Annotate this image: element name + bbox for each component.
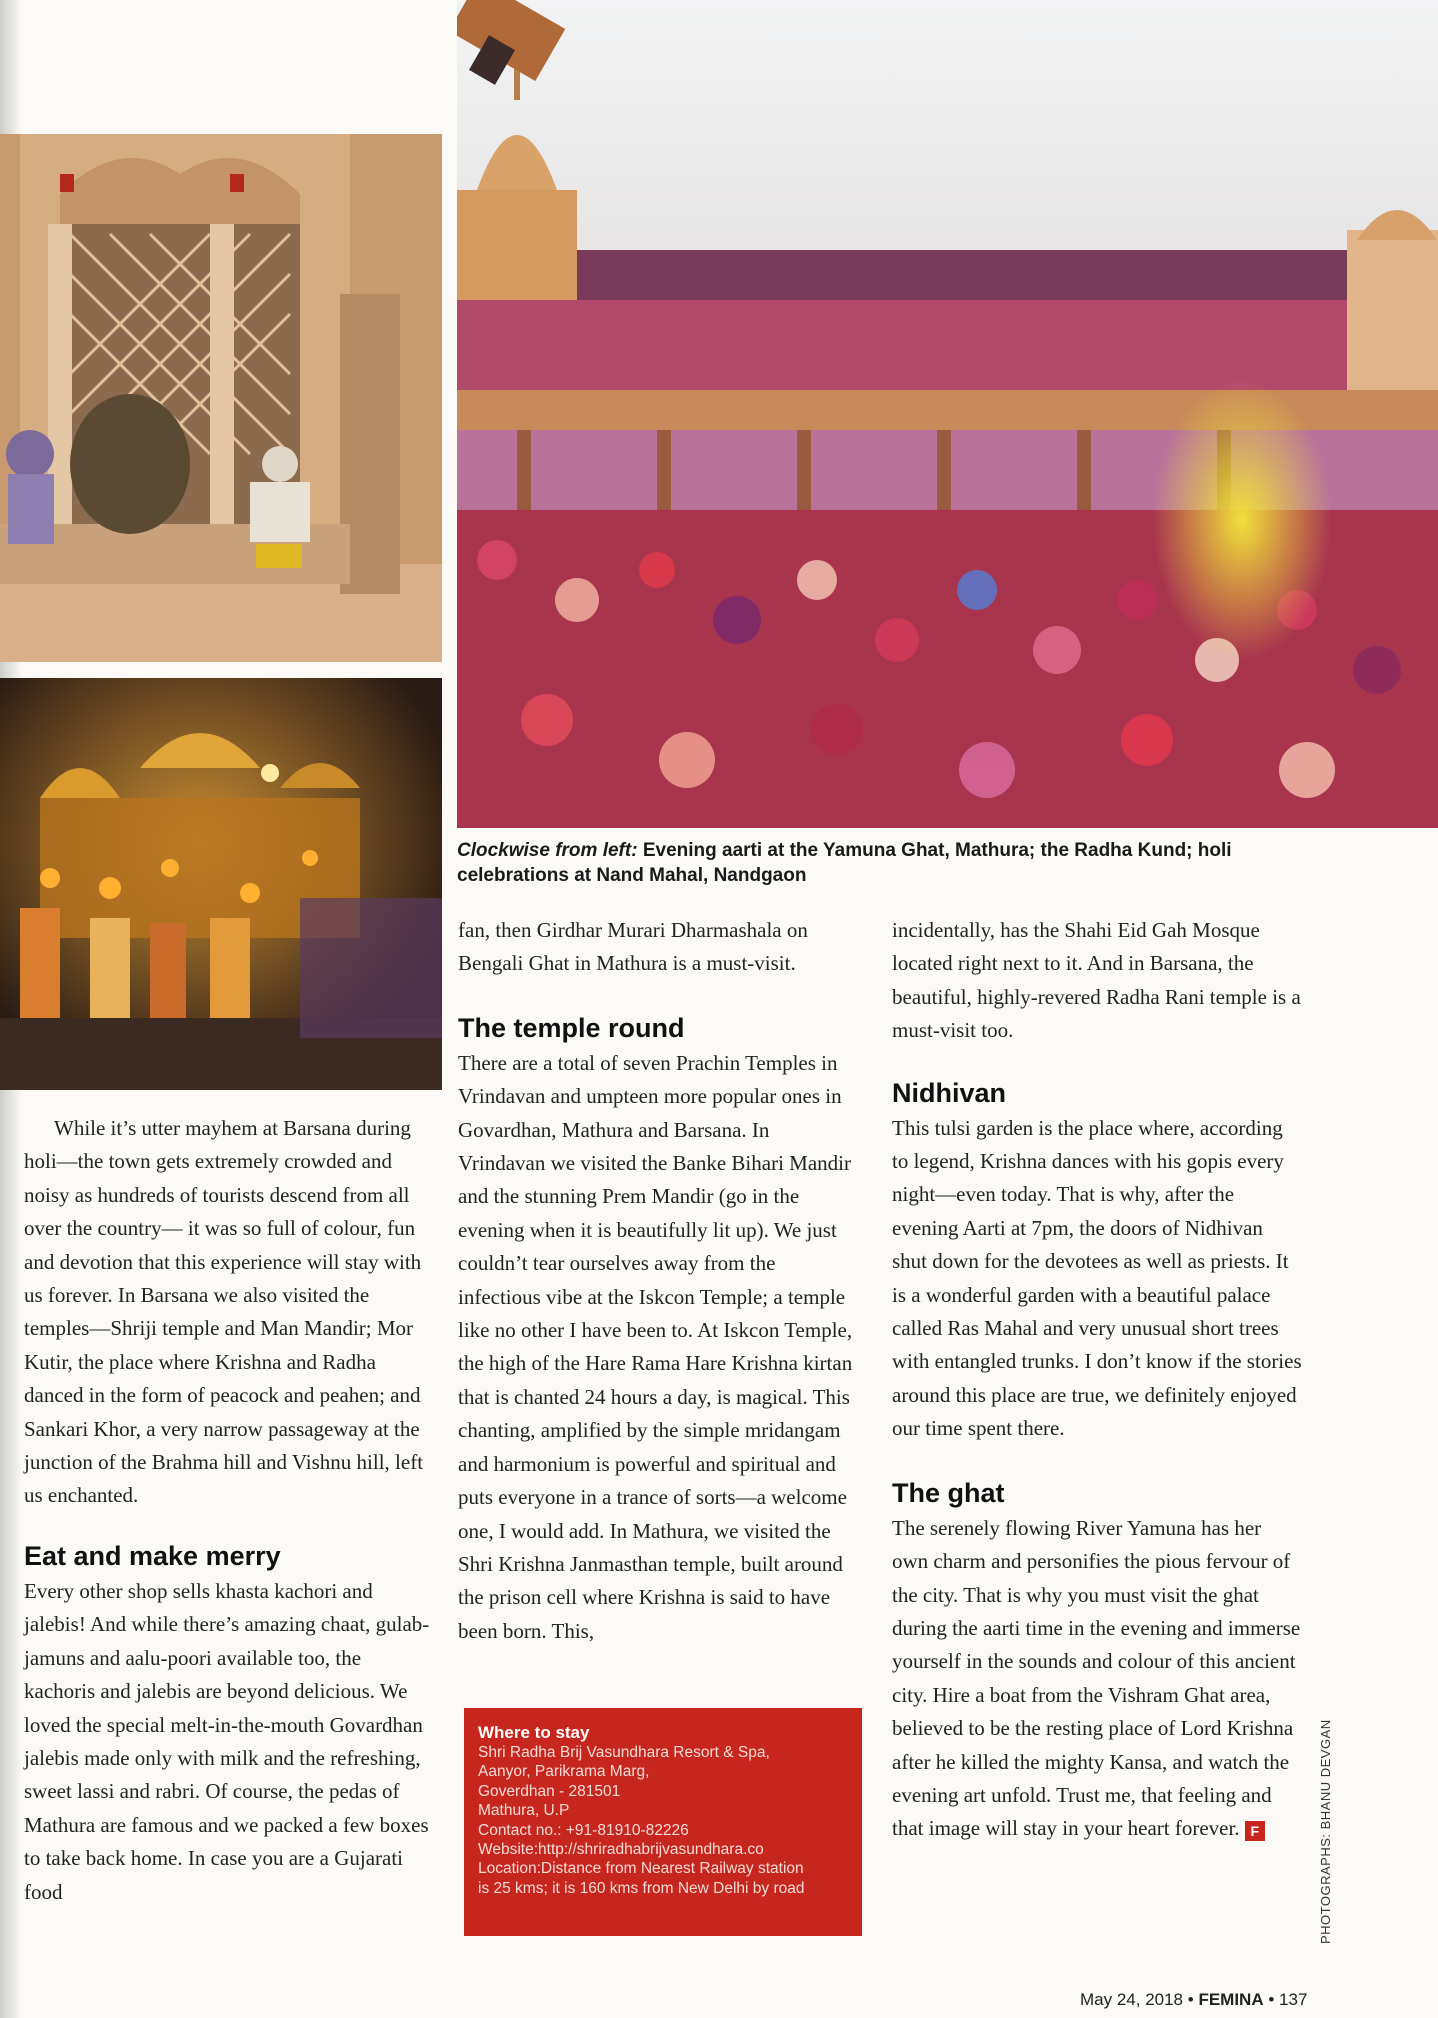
page-footer — [1080, 1990, 1307, 2010]
heading-temple-round: The temple round — [458, 1012, 685, 1043]
photo-yamuna-ghat-aarti — [0, 678, 442, 1090]
box-line: Website:http://shriradhabrijvasundhara.co — [478, 1841, 764, 1859]
caption-text: Evening aarti at the Yamuna Ghat, Mathura; the Radha Kund; holi celebrations at Nand Mahal, Nandgaon — [457, 840, 1232, 886]
femina-end-mark-icon: F — [1245, 1821, 1265, 1841]
where-to-stay-box — [464, 1708, 862, 1936]
ghat-paragraph-text: The serenely flowing River Yamuna has her own charm and personifies the pious fervour of the city. That is why you must visit the ghat during the aarti time in the evening and immerse yourself in the sounds and colour of this ancient city. Hire a boat from the Vishram Ghat area, believed to be the resting place of Lord Krishna after he killed the mighty Kansa, and watch the evening art unfold. Trust me, that feeling and that image will stay in your heart forever. — [892, 1515, 1301, 1841]
box-title: Where to stay — [478, 1723, 590, 1742]
photo-caption — [457, 838, 1237, 888]
box-line: Shri Radha Brij Vasundhara Resort & Spa, — [478, 1744, 770, 1761]
continued-paragraph-2: incidentally, has the Shahi Eid Gah Mosque located right next to it. And in Barsana, the beautiful, highly-revered Radha Rani temple is a must-visit too. — [892, 918, 1301, 1043]
footer-separator: • — [1268, 1990, 1275, 2009]
box-line: is 25 kms; it is 160 kms from New Delhi by road — [478, 1879, 805, 1897]
article-column-1 — [24, 1112, 432, 1909]
nidhivan-paragraph: This tulsi garden is the place where, according to legend, Krishna dances with his gopis every night—even today. That is why, after the evening Aarti at 7pm, the doors of Nidhivan shut down for the devotees as well as priests. It is a wonderful garden with a beautiful palace called Ras Mahal and very unusual short trees with entangled trunks. I don’t know if the stories around this place are true, we definitely enjoyed our time spent there. — [892, 1115, 1302, 1441]
continued-paragraph: fan, then Girdhar Murari Dharmashala on Bengali Ghat in Mathura is a must-visit. — [458, 918, 808, 976]
caption-lead: Clockwise from left: — [457, 840, 638, 861]
intro-paragraph: While it’s utter mayhem at Barsana during holi—the town gets extremely crowded and noisy as hundreds of tourists descend from all over the country— it was so full of colour, fun and devotion that this experience will stay with us forever. In Barsana we also visited the temples—Shriji temple and Man Mandir; Mor Kutir, the place where Krishna and Radha danced in the form of peacock and peahen; and Sankari Khor, a very narrow passageway at the junction of the Brahma hill and Vishnu hill, left us enchanted. — [24, 1116, 424, 1508]
magazine-name: FEMINA — [1198, 1990, 1264, 2009]
photo-holi-nand-mahal — [457, 0, 1438, 828]
heading-eat-and-make-merry: Eat and make merry — [24, 1540, 281, 1571]
article-column-3 — [892, 914, 1302, 1846]
heading-nidhivan: Nidhivan — [892, 1077, 1007, 1108]
footer-separator: • — [1187, 1990, 1194, 2009]
eat-paragraph: Every other shop sells khasta kachori and jalebis! And while there’s amazing chaat, gulab-jamuns and aalu-poori available too, the kachoris and jalebis are beyond delicious. We loved the special melt-in-the-mouth Govardhan jalebis made only with milk and the refreshing, sweet lassi and rabri. Of course, the pedas of Mathura are famous and we packed a few boxes to take back home. In case you are a Gujarati food — [24, 1578, 430, 1904]
page-number: 137 — [1279, 1990, 1308, 2009]
article-column-2 — [458, 914, 858, 1648]
photo-radha-kund — [0, 134, 442, 662]
box-line: Aanyor, Parikrama Marg, — [478, 1763, 650, 1781]
ghat-paragraph — [892, 1512, 1302, 1846]
box-line: Location:Distance from Nearest Railway station — [478, 1860, 804, 1878]
temple-paragraph: There are a total of seven Prachin Temples in Vrindavan and umpteen more popular ones in Govardhan, Mathura and Barsana. In Vrindavan we visited the Banke Bihari Mandir and the stunning Prem Mandir (go in the evening when it is beautifully lit up). We just couldn’t tear ourselves away from the infectious vibe at the Iskcon Temple; a temple like no other I have been to. At Iskcon Temple, the high of the Hare Rama Hare Krishna kirtan that is chanted 24 hours a day, is magical. This chanting, amplified by the simple mridangam and harmonium is powerful and spiritual and puts everyone in a trance of sorts—a welcome one, I would add. In Mathura, we visited the Shri Krishna Janmasthan temple, built around the prison cell where Krishna is said to have been born. This, — [458, 1050, 853, 1643]
box-line: Mathura, U.P — [478, 1802, 570, 1820]
photo-credit: PHOTOGRAPHS: BHANU DEVGAN — [1318, 1719, 1333, 1944]
heading-the-ghat: The ghat — [892, 1477, 1005, 1508]
issue-date: May 24, 2018 — [1080, 1990, 1184, 2009]
box-line: Contact no.: +91-81910-82226 — [478, 1821, 689, 1839]
box-line: Goverdhan - 281501 — [478, 1782, 621, 1800]
